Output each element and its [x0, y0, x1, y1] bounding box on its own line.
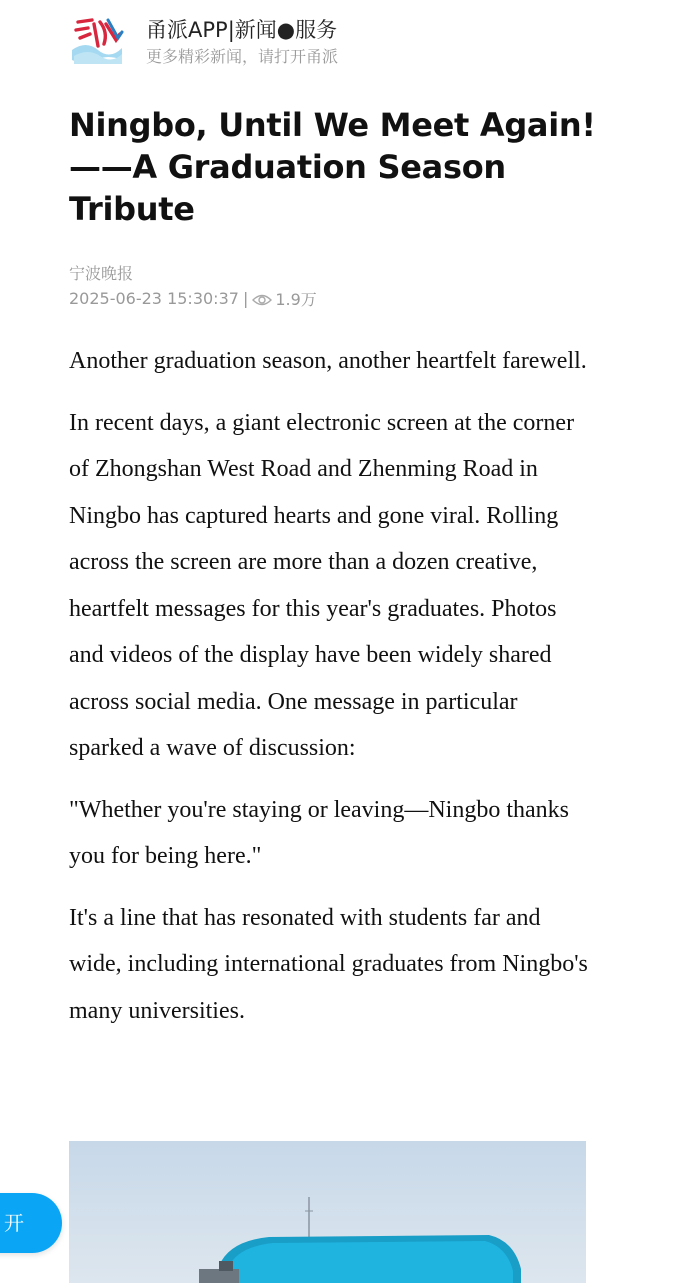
- article-body: [69, 338, 589, 1049]
- article-headline: [69, 104, 599, 230]
- paragraph-2: In recent days, a giant electronic screen at the corner of Zhongshan West Road and Zhenming Road in Ningbo has captured hearts and gone viral. Rolling across the screen are more than a dozen creative, heartfelt messages for this year's graduates. Photos and videos of the display have been widely shared across social media. One message in particular sparked a wave of discussion:: [69, 409, 575, 761]
- headline-line-3: Tribute: [69, 190, 195, 228]
- paragraph-3: "Whether you're staying or leaving—Ningbo thanks you for being here.": [69, 796, 570, 869]
- headline-line-2: ——A Graduation Season: [69, 148, 506, 186]
- yongpai-logo-icon: [68, 10, 124, 66]
- meta-separator: |: [242, 289, 249, 308]
- article-photo: [69, 1141, 586, 1283]
- article-timestamp: 2025-06-23 15:30:37: [69, 289, 239, 308]
- view-count: 1.9万: [275, 290, 317, 309]
- article-meta: [69, 287, 317, 310]
- headline-line-1: Ningbo, Until We Meet Again!: [69, 106, 596, 144]
- article-source: 宁波晚报: [69, 264, 134, 283]
- banner-subtitle: 更多精彩新闻，请打开甬派: [146, 47, 339, 66]
- banner-title: 甬派APP|新闻●服务: [146, 18, 338, 42]
- paragraph-4: It's a line that has resonated with students far and wide, including international graduates from Ningbo's many universities.: [69, 904, 588, 1024]
- eye-icon: [252, 292, 272, 306]
- app-banner[interactable]: [68, 10, 628, 68]
- paragraph-1: Another graduation season, another heartfelt farewell.: [69, 348, 587, 374]
- open-app-button[interactable]: 开: [0, 1193, 62, 1253]
